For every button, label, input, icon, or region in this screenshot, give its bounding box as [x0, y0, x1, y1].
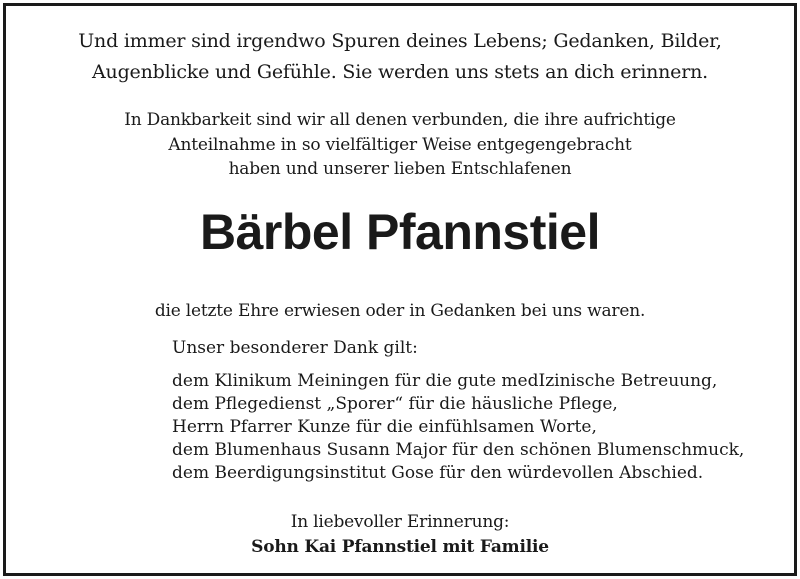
closing-sentence: die letzte Ehre erwiesen oder in Gedanken bei uns waren.	[154, 301, 646, 321]
signature-family: Sohn Kai Pfannstiel mit Familie	[251, 537, 549, 557]
deceased-name: Bärbel Pfannstiel	[200, 204, 600, 260]
intro-line-2: Augenblicke und Gefühle. Sie werden uns stets an dich erinnern.	[92, 61, 708, 83]
gratitude-line-2: Anteilnahme in so vielfältiger Weise entgegengebracht	[168, 135, 632, 155]
signature-intro: In liebevoller Erinnerung:	[290, 512, 510, 532]
gratitude-line-3: haben und unserer lieben Entschlafenen	[228, 159, 572, 179]
thanks-item: dem Pflegedienst „Sporer“ für die häusliche Pflege,	[172, 394, 618, 414]
obituary-notice	[3, 3, 797, 576]
thanks-item: Herrn Pfarrer Kunze für die einfühlsamen Worte,	[172, 417, 597, 437]
intro-line-1: Und immer sind irgendwo Spuren deines Lebens; Gedanken, Bilder,	[78, 30, 722, 52]
thanks-heading: Unser besonderer Dank gilt:	[172, 338, 418, 358]
gratitude-line-1: In Dankbarkeit sind wir all denen verbunden, die ihre aufrichtige	[124, 110, 676, 130]
thanks-item: dem Klinikum Meiningen für die gute medIzinische Betreuung,	[172, 371, 718, 391]
thanks-item: dem Blumenhaus Susann Major für den schönen Blumenschmuck,	[172, 440, 745, 460]
thanks-item: dem Beerdigungsinstitut Gose für den würdevollen Abschied.	[172, 463, 704, 483]
